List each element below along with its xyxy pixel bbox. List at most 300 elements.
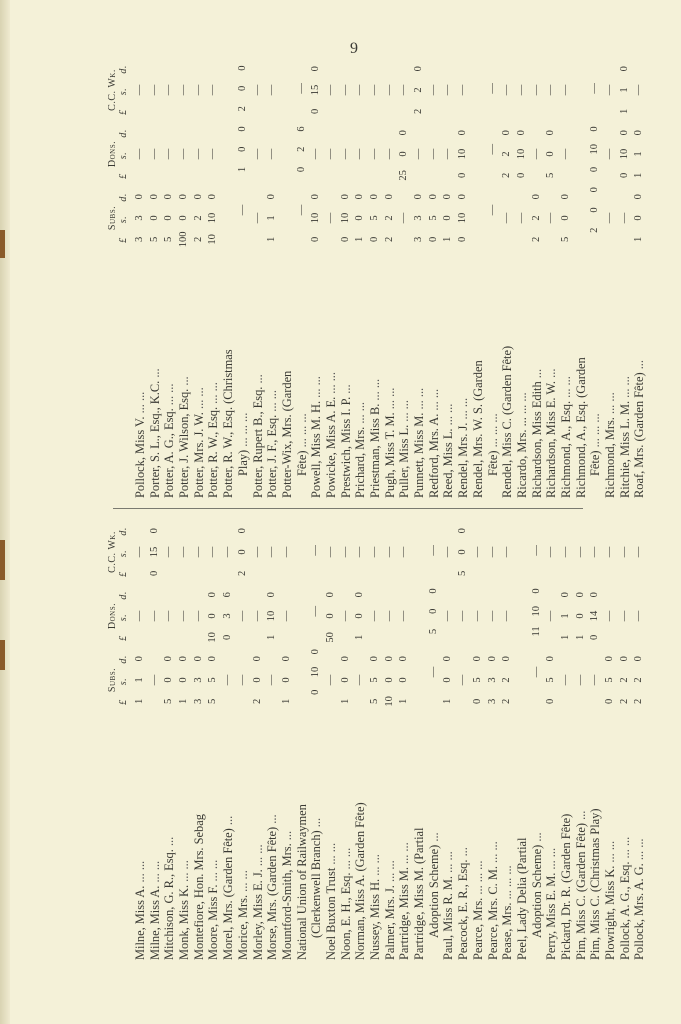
subs-amount: 0 10 0 (339, 194, 351, 242)
subscriber-name: Partridge, Miss M. (Partial (412, 827, 427, 960)
subs-amount: 2 2 0 (530, 194, 542, 242)
subscriber-name: Milne, Miss A. ... ... (133, 860, 147, 960)
cc-amount: — (486, 546, 498, 558)
dons-amount: 1 0 0 (236, 126, 248, 173)
subscriber-name: Pim, Miss C. (Christmas Play) (588, 808, 603, 960)
subscriber-name: Puller, Miss L. ... ... (397, 400, 412, 498)
dons-amount: — (236, 610, 248, 622)
cc-amount: — (251, 546, 263, 558)
subscriber-name: Mountford-Smith, Mrs. ... (279, 830, 294, 960)
subscriber-name: Nussey, Miss H. ... ... (368, 854, 382, 960)
subs-amount: 0 10 0 (310, 649, 322, 695)
subscriber-name: Pease, Mrs. ... ... ... (500, 865, 515, 960)
table-row (309, 58, 324, 498)
table-row (559, 58, 574, 498)
table-row (206, 520, 221, 960)
table-row (441, 58, 456, 498)
table-row (471, 520, 486, 960)
header-subs: Subs. £ s. d. (107, 193, 129, 243)
dons-amount: — (178, 610, 190, 622)
dons-amount: — (251, 148, 263, 160)
subs-amount: 5 5 0 (207, 656, 219, 704)
dons-amount: — (163, 610, 175, 622)
cc-amount: — (427, 545, 439, 556)
table-row (618, 520, 633, 960)
dons-amount (295, 584, 310, 648)
table-row (632, 520, 647, 960)
dons-amount: — (339, 610, 351, 622)
subscriber-name: Paul, Miss R. M. ... ... (441, 851, 456, 960)
cc-amount: — (192, 546, 204, 558)
subscriber-table-left (107, 520, 647, 960)
dons-amount: 0 3 6 (222, 592, 234, 640)
subs-amount: 1 0 0 (280, 656, 292, 704)
table-row (368, 58, 383, 498)
table-row (397, 520, 412, 960)
subscriber-name: Palmer, Mrs. J. ... ... (382, 860, 397, 960)
table-row (383, 520, 398, 960)
table-row (192, 58, 207, 498)
table-row (632, 58, 647, 498)
table-row (515, 58, 530, 498)
cc-amount: 5 0 0 (457, 528, 469, 576)
subs-amount: — (457, 674, 469, 686)
subscriber-name: Richardson, Miss E. W. ... (544, 368, 559, 498)
subs-amount: 3 3 0 (486, 656, 498, 704)
subscriber-name: Potter, Rupert B., Esq. ... (250, 374, 265, 498)
table-row (427, 520, 442, 960)
subs-amount: 2 2 0 (633, 656, 645, 704)
cc-amount: 0 15 0 (148, 528, 160, 576)
subs-amount: — (501, 212, 513, 224)
dons-amount: 0 10 0 (618, 130, 630, 178)
dons-amount: 0 2 6 (295, 126, 307, 173)
subscriber-name: Morley, Miss E. J. ... ... (250, 844, 265, 960)
subscriber-name: Pollock, Mrs. A. G. ... ... (632, 838, 647, 960)
cc-amount: — (266, 546, 278, 558)
subscriber-name: Morel, Mrs. (Garden Fête) ... (221, 815, 236, 960)
subs-amount: 5 0 0 (559, 194, 571, 242)
subscriber-name: Montefiore, Hon. Mrs. Sebag (191, 814, 206, 960)
cc-amount (295, 520, 310, 584)
dons-amount (221, 122, 236, 186)
dons-amount: — (559, 148, 571, 160)
cc-amount: — (398, 546, 410, 558)
subscriber-name: Potter, R. W., Esq. (Christmas (221, 349, 236, 498)
cc-amount (515, 520, 530, 584)
table-row (500, 58, 515, 498)
dons-amount: 1 0 0 (574, 592, 586, 640)
subscriber-name: Moore, Miss F. ... ... (206, 859, 221, 960)
table-row (559, 520, 574, 960)
subs-amount: 3 3 0 (134, 194, 145, 242)
cc-amount: — (163, 84, 175, 96)
dons-amount (280, 122, 295, 186)
subs-amount: — (618, 212, 630, 224)
dons-amount: 1 1 0 (633, 130, 645, 178)
subs-amount (412, 648, 427, 712)
subscriber-name: Fête) ... ... ... (294, 413, 309, 476)
header-subs: Subs. £ s. d. (107, 655, 129, 705)
dons-amount: 11 10 0 (530, 588, 542, 637)
table-row (456, 58, 471, 498)
cc-amount (471, 58, 486, 122)
subscriber-name: (Clerkenwell Branch) ... (309, 817, 324, 938)
subscriber-name: Play) ... ... ... (235, 412, 250, 476)
table-row (544, 58, 559, 498)
cc-amount: — (266, 84, 278, 96)
cc-amount: — (354, 546, 366, 558)
subs-amount: — (295, 204, 307, 216)
cc-amount: 1 1 0 (618, 66, 630, 114)
subs-amount: 2 2 0 (192, 194, 204, 242)
subscriber-name: Punnett, Miss M. ... ... (412, 387, 427, 498)
subs-amount: — (222, 674, 234, 686)
subscriber-name: Plowright, Miss K. ... ... (603, 840, 617, 960)
table-row (177, 520, 192, 960)
subscriber-name: Noel Buxton Trust ... ... (323, 842, 338, 960)
header-dons: Dons. £ s. d. (107, 591, 129, 641)
subscriber-name: Peel, Lady Delia (Partial (514, 837, 529, 960)
table-row (618, 58, 633, 498)
cc-amount: — (310, 545, 322, 556)
cc-amount: — (222, 546, 234, 558)
table-row (427, 58, 442, 498)
rotated-subscription-list (107, 60, 647, 960)
table-row (603, 520, 618, 960)
cc-amount: 2 0 0 (236, 65, 248, 112)
subscriber-name: Prichard, Mrs. ... ... (353, 401, 368, 498)
dons-amount: 0 14 0 (589, 592, 601, 640)
subscriber-name: Adoption Scheme) ... (529, 832, 544, 938)
dons-amount (412, 584, 427, 648)
dons-amount: — (369, 148, 380, 160)
dons-amount: — (163, 148, 175, 160)
subscriber-name: Rendel, Miss C. (Garden Fête) (500, 345, 515, 498)
subs-amount: — (604, 212, 615, 224)
table-row (383, 58, 398, 498)
dons-amount (471, 122, 486, 186)
dons-amount: — (633, 610, 645, 622)
dons-amount: — (501, 610, 513, 622)
subscriber-name: Reed, Miss L. ... ... (441, 403, 456, 498)
dons-amount: — (310, 605, 322, 617)
cc-amount: — (369, 546, 380, 558)
subs-amount (515, 648, 530, 712)
dons-amount: — (618, 610, 630, 622)
dons-amount: — (324, 148, 336, 160)
subs-amount (295, 648, 310, 712)
subs-amount: — (574, 674, 586, 686)
subs-amount: 0 5 0 (471, 656, 483, 704)
subscriber-name: Potter-Wix, Mrs. (Garden (279, 370, 294, 498)
subscriber-name: Pearce, Mrs. C. M. ... ... (485, 841, 500, 960)
subscriber-name: Milne, Miss A. ... ... (147, 860, 162, 960)
cc-amount: — (369, 84, 380, 96)
dons-amount: — (383, 610, 395, 622)
subs-amount: 3 3 0 (192, 656, 204, 704)
table-row (441, 520, 456, 960)
dons-amount: — (207, 148, 219, 160)
dons-amount: 0 10 0 (589, 126, 601, 173)
table-row (280, 520, 295, 960)
dons-amount: 0 10 0 (515, 130, 527, 178)
dons-amount: — (530, 148, 542, 160)
subs-amount: 1 0 0 (339, 656, 351, 704)
subs-amount: 2 2 0 (383, 194, 395, 242)
subs-amount: 10 10 0 (207, 194, 219, 245)
cc-amount: — (280, 546, 292, 558)
cc-amount (280, 58, 295, 122)
table-header (107, 520, 133, 960)
cc-amount: — (251, 84, 263, 96)
table-row (251, 520, 266, 960)
subscriber-name: Powicke, Miss A. E. ... ... (323, 372, 338, 498)
subs-amount: 1 0 0 (442, 194, 454, 242)
table-row (162, 58, 177, 498)
cc-amount: — (515, 84, 527, 96)
dons-amount: — (398, 610, 410, 622)
dons-amount: 50 0 0 (324, 592, 336, 643)
cc-amount: — (398, 84, 410, 96)
table-row (162, 520, 177, 960)
table-row (588, 520, 603, 960)
subscriber-name: Norman, Miss A. (Garden Fête) (353, 802, 368, 960)
dons-amount: — (148, 148, 160, 160)
subs-amount: 3 3 0 (413, 194, 425, 242)
cc-amount: — (178, 546, 190, 558)
cc-amount: — (486, 83, 498, 94)
header-dons: Dons. £ s. d. (107, 129, 129, 179)
dons-amount: 10 0 0 (207, 592, 219, 643)
cc-amount: — (442, 84, 454, 96)
subs-amount (221, 186, 236, 250)
cc-amount: — (178, 84, 190, 96)
cc-amount: — (427, 84, 439, 96)
subs-amount: 0 5 0 (545, 656, 557, 704)
subs-amount: — (530, 666, 542, 678)
subscriber-name: Monk, Miss K. ... ... (177, 860, 192, 960)
table-row (574, 520, 589, 960)
cc-amount: — (295, 83, 307, 94)
dons-amount: — (134, 610, 145, 622)
subscriber-name: Roaf, Mrs. (Garden Fête) ... (632, 360, 647, 498)
subs-amount: 100 0 0 (178, 194, 190, 248)
dons-amount: — (280, 610, 292, 622)
subs-amount: 1 0 0 (398, 656, 410, 704)
table-row (177, 58, 192, 498)
dons-amount: — (266, 148, 278, 160)
cc-amount: 2 0 0 (236, 528, 248, 576)
subscriber-name: Pearce, Mrs. ... ... ... (470, 860, 485, 960)
cc-amount: 2 2 0 (413, 66, 425, 114)
subs-amount: — (148, 674, 160, 686)
cc-amount: — (442, 546, 454, 558)
subs-amount: 0 10 0 (457, 194, 469, 242)
subscriber-name: Rendel, Mrs. J. ... ... (456, 397, 471, 498)
subs-amount: — (266, 674, 278, 686)
cc-amount: — (354, 84, 366, 96)
cc-amount: — (604, 84, 615, 96)
dons-amount: 0 10 0 (457, 130, 469, 178)
cc-amount: — (545, 546, 557, 558)
dons-amount: — (442, 148, 454, 160)
table-row (236, 520, 251, 960)
subscriber-name: Potter, J. F., Esq. ... ... (265, 390, 280, 498)
table-row (588, 58, 603, 498)
subs-amount: 5 0 0 (163, 656, 175, 704)
table-row (530, 520, 545, 960)
subscriber-name: Morse, Mrs. (Garden Fête) ... (265, 814, 280, 960)
subscriber-name: Pollock, A. G., Esq. ... ... (617, 836, 632, 960)
subs-amount: — (515, 212, 527, 224)
table-row (265, 58, 280, 498)
cc-amount: — (589, 546, 601, 558)
subscriber-name: Partridge, Miss M. ... ... (397, 842, 412, 960)
table-row (295, 520, 310, 960)
subs-amount: 0 5 0 (604, 656, 615, 704)
subscriber-name: Pollock, Miss V. ... ... (133, 391, 147, 498)
cc-amount: — (163, 546, 175, 558)
subs-amount: 1 0 0 (354, 194, 366, 242)
subs-amount: — (354, 674, 366, 686)
subs-amount: — (236, 674, 248, 686)
cc-amount: — (192, 84, 204, 96)
cc-amount: — (559, 546, 571, 558)
dons-amount: 2 2 0 (501, 130, 513, 178)
table-row (574, 58, 589, 498)
subscriber-name: Morice, Mrs. ... ... (235, 870, 250, 960)
cc-amount: — (134, 84, 145, 96)
subs-amount: 1 0 0 (633, 194, 645, 242)
cc-amount: — (148, 84, 160, 96)
subs-amount: 5 0 0 (148, 194, 160, 242)
subscriber-name: Rendel, Mrs. W. S. (Garden (470, 360, 485, 498)
subs-amount: 2 2 0 (618, 656, 630, 704)
subscriber-name: Pim, Miss C. (Garden Fête) ... (573, 810, 588, 960)
cc-amount: — (501, 546, 513, 558)
subscriber-name: Richmond, Mrs. ... ... (603, 392, 617, 498)
subscriber-name: Richmond, A., Esq. ... ... (558, 376, 573, 498)
subs-amount (471, 186, 486, 250)
table-row (353, 58, 368, 498)
subs-amount: — (427, 666, 439, 678)
binding-stitch (0, 640, 5, 670)
table-row (324, 58, 339, 498)
cc-amount: — (339, 84, 351, 96)
table-row (236, 58, 251, 498)
subs-amount: — (545, 212, 557, 224)
table-row (515, 520, 530, 960)
subscriber-name: Mitchison, G. R., Esq. ... (162, 836, 177, 960)
cc-amount: — (457, 84, 469, 96)
dons-amount: — (604, 148, 615, 160)
dons-amount: 1 1 0 (559, 592, 571, 640)
subscriber-name: National Union of Railwaymen (294, 804, 309, 960)
cc-amount: — (559, 84, 571, 96)
subscriber-name: Peacock, E. R., Esq. ... (456, 847, 471, 960)
table-row (324, 520, 339, 960)
cc-amount (221, 58, 236, 122)
dons-amount: — (442, 610, 454, 622)
subscriber-name: Potter, R. W., Esq. ... ... (206, 382, 221, 498)
subs-amount: — (236, 204, 248, 216)
header-ccwk: C.C. Wk. £ s. d. (107, 527, 129, 577)
table-row (353, 520, 368, 960)
dons-amount: 1 10 0 (266, 592, 278, 640)
table-row (368, 520, 383, 960)
dons-amount (574, 122, 589, 186)
subs-amount: 0 5 0 (369, 194, 380, 242)
dons-amount: — (427, 148, 439, 160)
subs-amount: — (486, 204, 498, 216)
subscriber-name: Adoption Scheme) ... (426, 832, 441, 938)
dons-amount: — (192, 610, 204, 622)
dons-amount: — (383, 148, 395, 160)
dons-amount: — (310, 148, 322, 160)
subs-amount: 5 5 0 (369, 656, 380, 704)
table-row (339, 520, 354, 960)
dons-amount: — (413, 148, 425, 160)
subs-amount (280, 186, 295, 250)
subs-amount: 5 0 0 (163, 194, 175, 242)
cc-amount: — (545, 84, 557, 96)
subs-amount: 1 0 0 (178, 656, 190, 704)
subscriber-name: Pickard, Dr. R. (Garden Fête) (558, 813, 573, 960)
table-row (280, 58, 295, 498)
table-row (309, 520, 324, 960)
table-header (107, 58, 133, 498)
subs-amount: — (559, 674, 571, 686)
dons-amount (515, 584, 530, 648)
table-row (530, 58, 545, 498)
subs-amount: — (589, 674, 601, 686)
dons-amount: — (134, 148, 145, 160)
subscriber-name: Richardson, Miss Edith ... (529, 368, 544, 498)
cc-amount: — (383, 546, 395, 558)
cc-amount: — (633, 546, 645, 558)
dons-amount: — (251, 610, 263, 622)
cc-amount: — (574, 546, 586, 558)
cc-amount: — (471, 546, 483, 558)
subs-amount: — (324, 674, 336, 686)
subs-amount: 1 1 0 (266, 194, 278, 242)
table-row (221, 58, 236, 498)
cc-amount: — (324, 84, 336, 96)
subs-amount: — (324, 212, 336, 224)
table-body (133, 520, 647, 960)
table-row (412, 520, 427, 960)
cc-amount: — (633, 84, 645, 96)
subscriber-name: Fête) ... ... ... (588, 413, 603, 476)
subs-amount: 2 0 0 (589, 187, 601, 233)
subscriber-name: Potter, Mrs. J. W. ... ... (191, 387, 206, 498)
subscriber-name: Prestwich, Miss I. P. ... (338, 384, 353, 498)
subscriber-name: Potter, A. G., Esq. ... ... (162, 383, 177, 498)
subs-amount: 2 2 0 (501, 656, 513, 704)
page-number: 9 (350, 40, 358, 57)
subs-amount (574, 186, 589, 250)
subscriber-name: Fête) ... ... ... (485, 413, 500, 476)
dons-amount: 1 0 0 (354, 592, 366, 640)
dons-amount: — (486, 610, 498, 622)
subscriber-name: Powell, Miss M. H. ... ... (309, 376, 324, 498)
table-row (486, 520, 501, 960)
table-row (500, 520, 515, 960)
table-row (412, 58, 427, 498)
subscriber-name: Priestman, Miss B. ... ... (368, 378, 382, 498)
cc-amount: — (207, 546, 219, 558)
